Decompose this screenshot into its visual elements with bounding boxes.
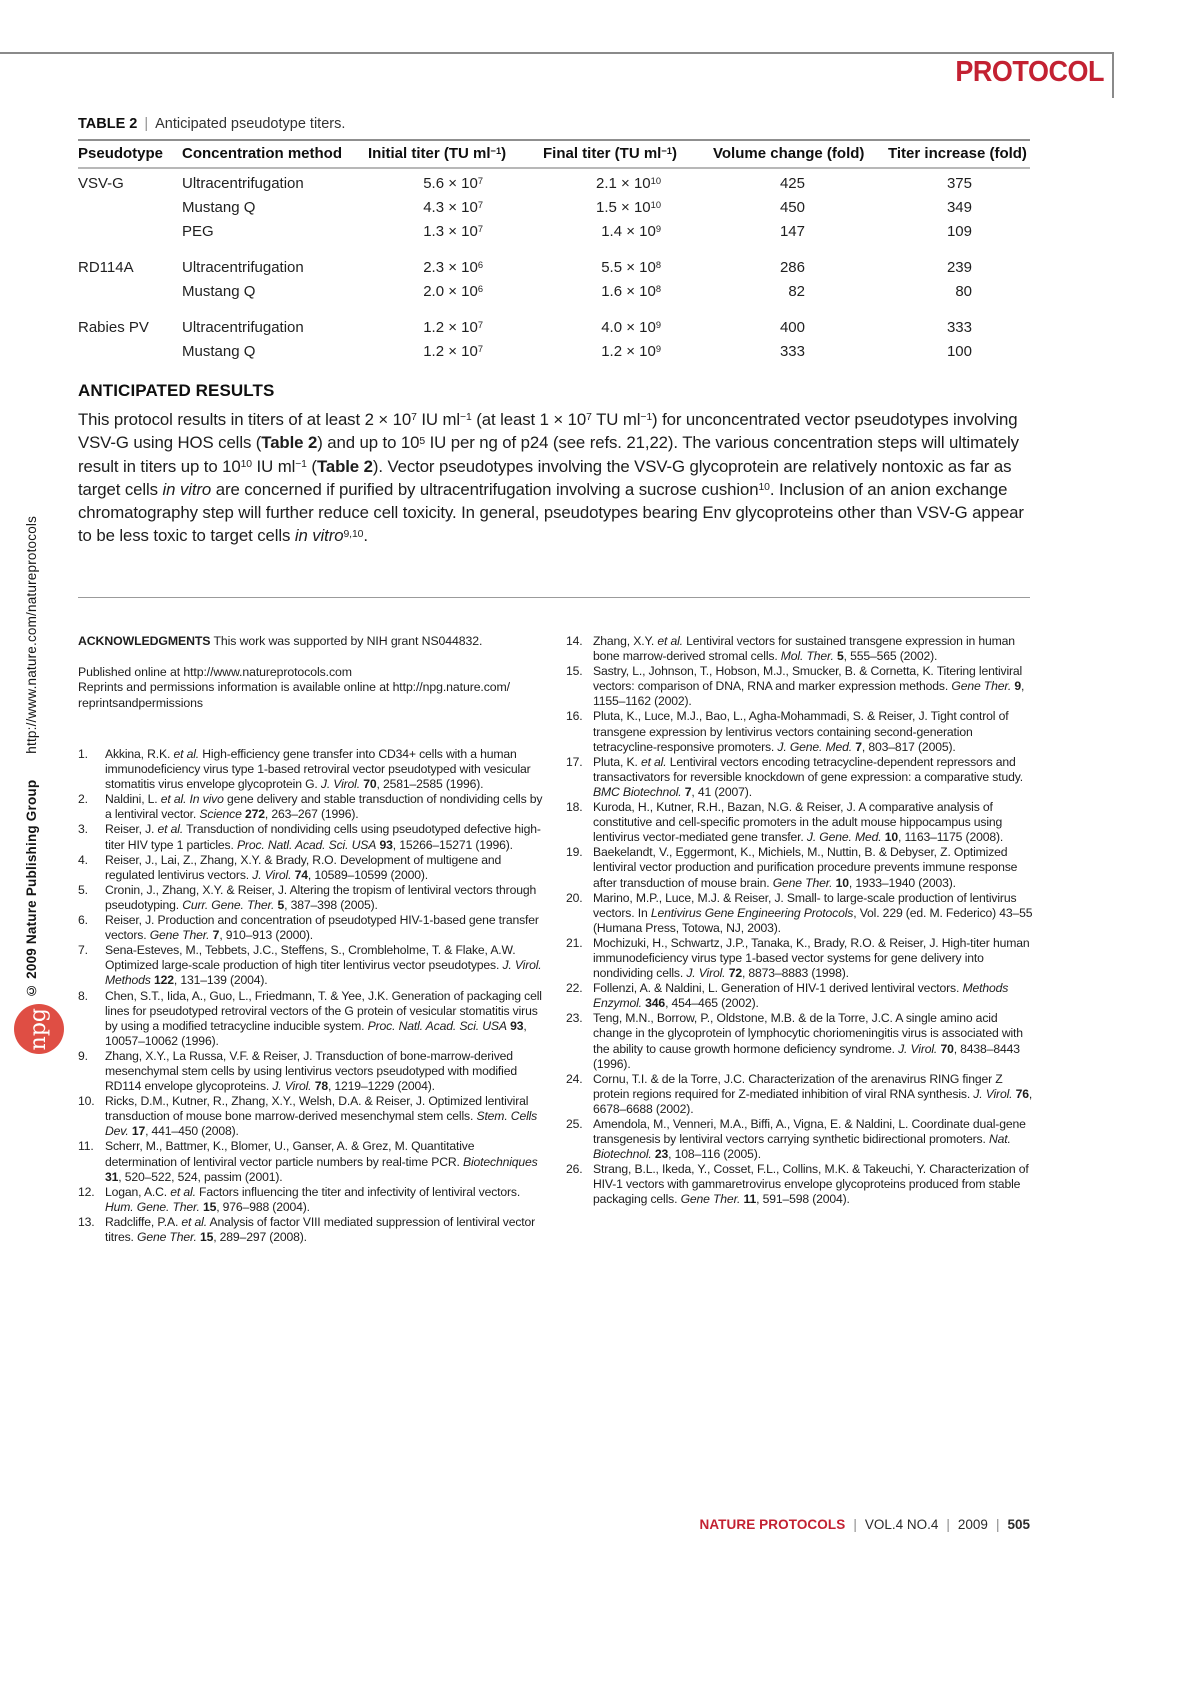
cell-concentration-method: Mustang Q <box>182 283 256 300</box>
reference-item <box>566 1072 1034 1117</box>
reference-text: Marino, M.P., Luce, M.J. & Reiser, J. Small- to large-scale production of lentivirus vectors. In Lentivirus Gene Engineering Protocols, Vol. 229 (ed. M. Federico) 43–55 (Humana Press, Totowa, NJ, 2003). <box>593 890 1033 935</box>
reference-number: 21. <box>566 935 583 950</box>
cell-titer-increase: 80 <box>955 283 972 300</box>
cell-pseudotype: Rabies PV <box>78 319 149 336</box>
reference-text: Strang, B.L., Ikeda, Y., Cosset, F.L., Collins, M.K. & Takeuchi, Y. Characterization of HIV-1 vectors with gammaretrovirus envelope glycoproteins produced from stable packaging cells. Gene Ther. 11, 591–598 (2004). <box>593 1162 1029 1207</box>
reference-number: 14. <box>566 634 583 648</box>
cell-initial-titer: $2.0 \times 10^6$ <box>423 283 483 300</box>
reference-item <box>78 883 546 913</box>
reference-text: Teng, M.N., Borrow, P., Oldstone, M.B. & de la Torre, J.C. A single amino acid change in the glycoprotein of lymphocytic choriomeningitis virus is associated with the ability to cause growth hormone deficiency syndrome. J. Virol. 70, 8438–8443 (1996). <box>593 1011 1023 1071</box>
reference-item <box>566 634 1034 664</box>
reference-number: 17. <box>566 754 583 769</box>
reference-item <box>566 755 1034 800</box>
reference-text: Zhang, X.Y., La Russa, V.F. & Reiser, J. Transduction of bone-marrow-derived mesenchymal stem cells by using lentivirus vectors pseudotyped with modified RD114 envelope glycoproteins. J. Virol. 78, 1219–1229 (2004). <box>105 1048 517 1094</box>
header-rule-end <box>1112 52 1114 98</box>
anticipated-results-section <box>78 381 1028 548</box>
cell-titer-increase: 349 <box>946 199 972 216</box>
reference-number: 19. <box>566 845 583 860</box>
footer-separator: | <box>946 1517 950 1532</box>
col-header-volume-change: Volume change (fold) <box>713 145 865 162</box>
cell-volume-change: 450 <box>779 199 805 216</box>
acknowledgments-label: ACKNOWLEDGMENTS <box>78 634 211 648</box>
reference-item <box>566 1117 1034 1162</box>
reference-number: 4. <box>78 852 88 867</box>
cell-concentration-method: Ultracentrifugation <box>182 259 304 276</box>
reference-item <box>566 845 1034 890</box>
reference-text: Cornu, T.I. & de la Torre, J.C. Characterization of the arenavirus RING finger Z protein regions required for Z-mediated inhibition of viral RNA synthesis. J. Virol. 76, 6678–6688 (2002). <box>593 1071 1033 1116</box>
reference-number: 2. <box>78 792 88 807</box>
reference-text: Pluta, K. et al. Lentiviral vectors encoding tetracycline-dependent repressors and transactivators for reversible knockdown of gene expression: a comparative study. BMC Biotechnol. 7, 41 (2007). <box>593 754 1023 799</box>
sidebar-vertical-text <box>24 366 56 998</box>
reference-text: Pluta, K., Luce, M.J., Bao, L., Agha-Mohammadi, S. & Reiser, J. Tight control of transgene expression by lentivirus vectors containing second-generation tetracycline-responsive promoters. J. Gene. Med. 7, 803–817 (2005). <box>593 709 1009 754</box>
cell-volume-change: 286 <box>779 259 805 276</box>
anticipated-results-heading: ANTICIPATED RESULTS <box>78 381 275 400</box>
reference-text: Zhang, X.Y. et al. Lentiviral vectors for sustained transgene expression in human bone marrow-derived stromal cells. Mol. Ther. 5, 555–565 (2002). <box>593 634 1015 664</box>
page-number: 505 <box>1007 1517 1030 1532</box>
sidebar-gap <box>32 754 33 780</box>
table2-section <box>78 116 1030 364</box>
cell-titer-increase: 109 <box>946 223 972 240</box>
cell-titer-increase: 239 <box>946 259 972 276</box>
reference-number: 5. <box>78 882 88 897</box>
table-row <box>78 172 1030 196</box>
col-header-final-titer: Final titer (TU $ml^{-1}$) <box>543 145 677 162</box>
reference-number: 23. <box>566 1011 583 1026</box>
reference-text: Cronin, J., Zhang, X.Y. & Reiser, J. Altering the tropism of lentiviral vectors through pseudotyping. Curr. Gene. Ther. 5, 387–398 (2005). <box>105 882 537 912</box>
reference-number: 26. <box>566 1162 583 1177</box>
reference-item <box>78 853 546 883</box>
reference-number: 7. <box>78 943 88 958</box>
reference-item <box>78 792 546 822</box>
reference-text: Naldini, L. et al. In vivo gene delivery and stable transduction of nondividing cells by a lentiviral vector. Science 272, 263–267 (1996). <box>105 792 543 822</box>
cell-volume-change: 82 <box>788 283 805 300</box>
cell-titer-increase: 100 <box>946 343 972 360</box>
cell-volume-change: 147 <box>779 223 805 240</box>
reference-text: Scherr, M., Battmer, K., Blomer, U., Ganser, A. & Grez, M. Quantitative determination of lentiviral vector particle numbers by real-time PCR. Biotechniques 31, 520–522, 524, passim (2001). <box>105 1139 538 1184</box>
reference-item <box>566 1162 1034 1207</box>
cell-final-titer: $2.1 \times 10^{10}$ <box>596 175 661 192</box>
reference-number: 16. <box>566 709 583 724</box>
cell-initial-titer: $1.3 \times 10^7$ <box>423 223 483 240</box>
npg-logo <box>14 1004 64 1054</box>
cell-concentration-method: Ultracentrifugation <box>182 319 304 336</box>
journal-url-text: http://www.nature.com/natureprotocols <box>24 515 39 754</box>
reference-number: 22. <box>566 981 583 996</box>
reference-text: Mochizuki, H., Schwartz, J.P., Tanaka, K., Brady, R.O. & Reiser, J. High-titer human immunodeficiency virus type 1-based vector systems for gene delivery into nondividing cells. J. Virol. 72, 8873–8883 (1998). <box>593 935 1030 981</box>
reference-text: Kuroda, H., Kutner, R.H., Bazan, N.G. & Reiser, J. A comparative analysis of constitutive and cell-specific promoters in the adult mouse hippocampus using lentivirus vector-mediated gene transfer. J. Gene. Med. 10, 1163–1175 (2008). <box>593 800 1004 845</box>
reference-text: Akkina, R.K. et al. High-efficiency gene transfer into CD34+ cells with a human immunodeficiency virus type 1-based retroviral vector pseudotyped with vesicular stomatitis virus envelope glycoprotein G. J. Virol. 70, 2581–2585 (1996). <box>105 747 531 792</box>
reference-item <box>566 1011 1034 1071</box>
cell-titer-increase: 333 <box>946 319 972 336</box>
cell-initial-titer: $1.2 \times 10^7$ <box>423 319 483 336</box>
cell-volume-change: 425 <box>779 175 805 192</box>
reference-item <box>566 800 1034 845</box>
reference-number: 1. <box>78 747 88 761</box>
cell-final-titer: $1.2 \times 10^9$ <box>601 343 661 360</box>
reference-number: 8. <box>78 988 88 1003</box>
reference-text: Radcliffe, P.A. et al. Analysis of factor VIII mediated suppression of lentiviral vector titres. Gene Ther. 15, 289–297 (2008). <box>105 1214 536 1244</box>
cell-final-titer: $1.4 \times 10^9$ <box>601 223 661 240</box>
section-divider-rule <box>78 597 1030 598</box>
reference-text: Reiser, J. Production and concentration of pseudotyped HIV-1-based gene transfer vectors. Gene Ther. 7, 910–913 (2000). <box>105 913 539 943</box>
copyright-text: © 2009 Nature Publishing Group <box>24 779 39 998</box>
acknowledgments-section <box>78 634 546 711</box>
reference-item <box>78 1094 546 1139</box>
reference-item <box>566 981 1034 1011</box>
reference-number: 3. <box>78 822 88 837</box>
reference-number: 9. <box>78 1048 88 1063</box>
reference-number: 10. <box>78 1094 95 1109</box>
sidebar-vertical-text-inner <box>24 366 39 998</box>
reference-number: 24. <box>566 1071 583 1086</box>
page-type-label: PROTOCOL <box>955 56 1104 88</box>
reference-item <box>78 747 546 792</box>
reference-item <box>78 1139 546 1184</box>
cell-concentration-method: Ultracentrifugation <box>182 175 304 192</box>
cell-final-titer: $1.6 \times 10^8$ <box>601 283 661 300</box>
cell-volume-change: 400 <box>779 319 805 336</box>
cell-pseudotype: RD114A <box>78 259 134 276</box>
header-rule <box>0 52 1114 54</box>
reference-number: 12. <box>78 1184 95 1199</box>
reprints-text-line1: Reprints and permissions information is available online at http://npg.nature.com/ <box>78 680 510 695</box>
cell-final-titer: $1.5 \times 10^{10}$ <box>596 199 661 216</box>
anticipated-results-body: This protocol results in titers of at least $2 \times 10^7$ IU $ml^{-1}$ (at least $1 \times 10^7$ TU $ml^{-1}$) for unconcentrated vector pseudotypes involving VSV-G using HOS cells (Table 2) and up to $10^5$ IU per ng of p24 (see refs. 21,22). The various concentration steps will ultimately result in titers up to $10^{10}$ IU $ml^{-1}$ (Table 2). Vector pseudotypes involving the VSV-G glycoprotein are relatively nontoxic as far as target cells in vitro are concerned if purified by ultracentrifugation involving a sucrose cushion$^{10}$. Inclusion of an anion exchange chromatography step will further reduce cell toxicity. In general, pseudotypes bearing Env glycoproteins other than VSV-G appear to be less toxic to target cells in vitro$^{9,10}$. <box>78 410 1024 546</box>
published-online-text: Published online at http://www.natureprotocols.com <box>78 664 352 679</box>
cell-final-titer: $5.5 \times 10^8$ <box>601 259 661 276</box>
reference-item <box>78 1049 546 1094</box>
reference-number: 11. <box>78 1139 94 1154</box>
cell-pseudotype: VSV-G <box>78 175 124 192</box>
reference-number: 13. <box>78 1214 95 1229</box>
table-row <box>78 256 1030 280</box>
cell-initial-titer: $4.3 \times 10^7$ <box>423 199 483 216</box>
col-header-initial-titer: Initial titer (TU $ml^{-1}$) <box>368 145 507 162</box>
cell-volume-change: 333 <box>779 343 805 360</box>
reference-item <box>78 822 546 852</box>
cell-initial-titer: $1.2 \times 10^7$ <box>423 343 483 360</box>
pseudotype-titers-table <box>78 139 1030 364</box>
table-caption-separator: | <box>144 116 149 132</box>
reference-text: Reiser, J. et al. Transduction of nondividing cells using pseudotyped defective high-titer HIV type 1 particles. Proc. Natl. Acad. Sci. USA 93, 15266–15271 (1996). <box>105 822 541 852</box>
reference-item <box>566 891 1034 936</box>
col-header-titer-increase: Titer increase (fold) <box>888 145 1027 162</box>
reference-text: Ricks, D.M., Kutner, R., Zhang, X.Y., Welsh, D.A. & Reiser, J. Optimized lentiviral transduction of mouse bone marrow-derived mesenchymal stem cells. Stem. Cells Dev. 17, 441–450 (2008). <box>105 1094 538 1139</box>
reference-item <box>566 709 1034 754</box>
reference-text: Logan, A.C. et al. Factors influencing the titer and infectivity of lentiviral vectors. Hum. Gene. Ther. 15, 976–988 (2004). <box>105 1184 521 1214</box>
reference-item <box>78 989 546 1049</box>
cell-concentration-method: Mustang Q <box>182 343 256 360</box>
references-left-column <box>78 747 546 1245</box>
reprints-text-line2: reprintsandpermissions <box>78 695 203 710</box>
cell-concentration-method: PEG <box>182 223 214 240</box>
page-footer <box>530 1517 1030 1532</box>
reference-text: Baekelandt, V., Eggermont, K., Michiels, M., Nuttin, B. & Debyser, Z. Optimized lentiviral vector production and purification procedure prevents immune response after transduction of mouse brain. Gene Ther. 10, 1933–1940 (2003). <box>593 845 1018 890</box>
reference-text: Reiser, J., Lai, Z., Zhang, X.Y. & Brady, R.O. Development of multigene and regulated lentivirus vectors. J. Virol. 74, 10589–10599 (2000). <box>105 852 502 882</box>
reference-item <box>78 913 546 943</box>
reference-item <box>78 943 546 988</box>
col-header-pseudotype: Pseudotype <box>78 145 164 162</box>
cell-final-titer: $4.0 \times 10^9$ <box>601 319 661 336</box>
npg-logo-text: npg <box>26 1007 51 1051</box>
table-row <box>78 316 1030 340</box>
reference-text: Chen, S.T., Iida, A., Guo, L., Friedmann, T. & Yee, J.K. Generation of packaging cell lines for pseudotyped retroviral vectors of the G protein of vesicular stomatitis virus by using a modified tetracycline inducible system. Proc. Natl. Acad. Sci. USA 93, 10057–10062 (1996). <box>105 988 542 1048</box>
reference-item <box>78 1215 546 1245</box>
references-right-column <box>566 634 1034 1208</box>
reference-number: 25. <box>566 1117 583 1131</box>
cell-initial-titer: $5.6 \times 10^7$ <box>423 175 483 192</box>
published-online-block <box>78 665 546 712</box>
table-body <box>78 172 1030 364</box>
reference-item <box>78 1185 546 1215</box>
table-caption-text: Anticipated pseudotype titers. <box>155 116 346 132</box>
table-label: TABLE 2 <box>78 116 138 132</box>
reference-number: 20. <box>566 890 583 905</box>
table-row <box>78 220 1030 244</box>
footer-separator: | <box>995 1517 1000 1532</box>
table-row <box>78 280 1030 304</box>
cell-concentration-method: Mustang Q <box>182 199 256 216</box>
reference-text: Sena-Esteves, M., Tebbets, J.C., Steffens, S., Crombleholme, T. & Flake, A.W. Optimized large-scale production of high titer lentivirus vector pseudotypes. J. Virol. Methods 122, 131–139 (2004). <box>105 943 542 988</box>
reference-text: Sastry, L., Johnson, T., Hobson, M.J., Smucker, B. & Cornetta, K. Titering lentiviral vectors: comparison of DNA, RNA and marker expression methods. Gene Ther. 9, 1155–1162 (2002). <box>593 664 1025 709</box>
cell-initial-titer: $2.3 \times 10^6$ <box>423 259 483 276</box>
journal-name: NATURE PROTOCOLS <box>699 1517 846 1532</box>
reference-item <box>566 936 1034 981</box>
reference-number: 6. <box>78 913 88 928</box>
table-row <box>78 196 1030 220</box>
reference-number: 18. <box>566 800 583 815</box>
reference-item <box>566 664 1034 709</box>
reference-text: Amendola, M., Venneri, M.A., Biffi, A., Vigna, E. & Naldini, L. Coordinate dual-gene transgenesis by lentiviral vectors carrying synthetic bidirectional promoters. Nat. Biotechnol. 23, 108–116 (2005). <box>593 1117 1026 1162</box>
table-caption <box>78 116 1030 132</box>
volume-issue: VOL.4 NO.4 <box>864 1517 939 1532</box>
table-header-row <box>78 141 1030 169</box>
reference-number: 15. <box>566 664 583 679</box>
cell-titer-increase: 375 <box>946 175 972 192</box>
col-header-concentration-method: Concentration method <box>182 145 342 162</box>
reference-text: Follenzi, A. & Naldini, L. Generation of HIV-1 derived lentiviral vectors. Methods Enzymol. 346, 454–465 (2002). <box>593 981 1009 1011</box>
acknowledgments-line <box>78 634 546 650</box>
acknowledgments-text: This work was supported by NIH grant NS044832. <box>210 634 483 648</box>
year: 2009 <box>957 1517 988 1532</box>
footer-separator: | <box>853 1517 857 1532</box>
table-row <box>78 340 1030 364</box>
